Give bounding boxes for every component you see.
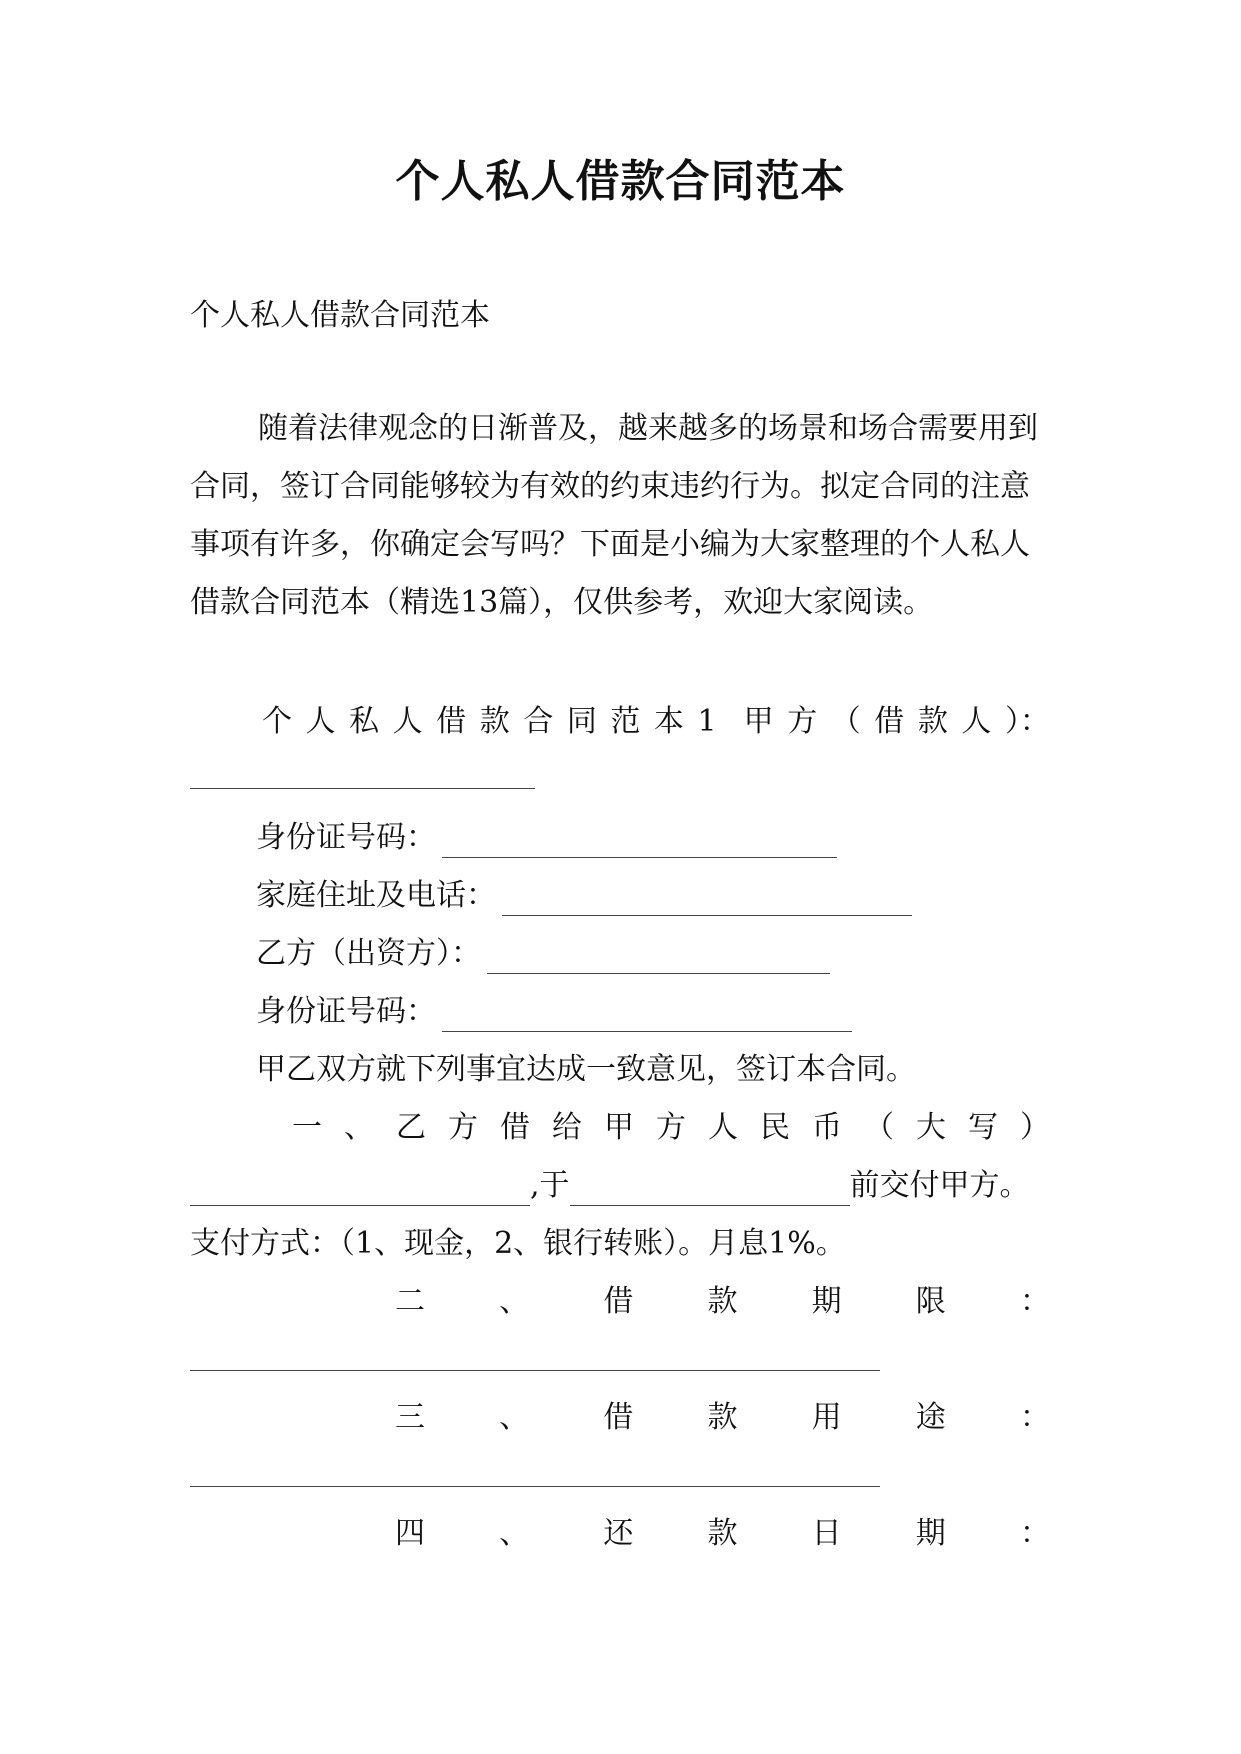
party-a-name-blank xyxy=(190,788,535,789)
spaced-char: 本 xyxy=(653,704,684,739)
spaced-char: ： xyxy=(1019,1284,1050,1319)
clause-1-payment: 支付方式：（1、现金，2、银行转账）。月息1%。 xyxy=(190,1226,846,1261)
spaced-char: 币 xyxy=(812,1110,842,1145)
intro-paragraph: 随着法律观念的日渐普及，越来越多的场景和场合需要用到合同，签订合同能够较为有效的约束违约行为。拟定合同的注意事项有许多，你确定会写吗？下面是小编为大家整理的个人私人借款合同范本（精选13篇），仅供参考，欢迎大家阅读。 xyxy=(190,411,1038,620)
spaced-char: 方 xyxy=(787,704,818,739)
party-b-blank xyxy=(487,943,830,974)
spaced-char: 用 xyxy=(811,1400,842,1435)
clause-1-mid: ,于 xyxy=(530,1168,570,1203)
spaced-char: 、 xyxy=(499,1400,530,1435)
loan-purpose-blank xyxy=(190,1486,880,1487)
spaced-char: 方 xyxy=(448,1110,478,1145)
field-row xyxy=(256,818,837,858)
spaced-char: 款 xyxy=(917,704,948,739)
spaced-char: 大 xyxy=(916,1110,946,1145)
amount-blank xyxy=(190,1175,530,1206)
spaced-char: ）： xyxy=(1004,704,1050,739)
spaced-char: 限 xyxy=(915,1284,946,1319)
field-row xyxy=(256,876,912,916)
spaced-char: 合 xyxy=(523,704,554,739)
spaced-char: ： xyxy=(1019,1516,1050,1551)
spaced-char: 借 xyxy=(874,704,905,739)
loan-term-blank xyxy=(190,1370,880,1371)
spaced-char: 人 xyxy=(961,704,992,739)
spaced-char: 私 xyxy=(349,704,380,739)
spaced-char: 人 xyxy=(305,704,336,739)
spaced-char: 借 xyxy=(500,1110,530,1145)
spaced-char: 款 xyxy=(707,1284,738,1319)
section-heading xyxy=(262,702,1050,742)
clause-1-heading xyxy=(292,1108,1050,1148)
spaced-char: 人 xyxy=(708,1110,738,1145)
spaced-char: 1 xyxy=(697,704,717,739)
spaced-char: （ xyxy=(864,1110,894,1145)
id-number-blank xyxy=(442,827,837,858)
clause-1-tail: 前交付甲方。 xyxy=(849,1168,1030,1203)
spaced-char: ） xyxy=(1020,1110,1050,1145)
date-blank xyxy=(570,1175,850,1206)
address-phone-blank xyxy=(502,885,912,916)
field-label: 乙方（出资方）： xyxy=(256,936,481,971)
clause-1-amount-row xyxy=(190,1166,1030,1206)
spaced-char: 乙 xyxy=(396,1110,426,1145)
spaced-char: 甲 xyxy=(604,1110,634,1145)
document-title: 个人私人借款合同范本 xyxy=(395,156,846,207)
spaced-char: 期 xyxy=(915,1516,946,1551)
spaced-char: 一 xyxy=(292,1110,322,1145)
spaced-char: 款 xyxy=(479,704,510,739)
spaced-char: 借 xyxy=(603,1400,634,1435)
spaced-char: 款 xyxy=(707,1400,738,1435)
spaced-char: 期 xyxy=(811,1284,842,1319)
field-row xyxy=(256,992,852,1032)
spaced-char: 范 xyxy=(610,704,641,739)
spaced-char: 二 xyxy=(395,1284,425,1319)
clause-3-heading xyxy=(395,1398,1050,1438)
spaced-char: 、 xyxy=(499,1284,530,1319)
spaced-char: 、 xyxy=(499,1516,530,1551)
field-label: 身份证号码： xyxy=(256,820,436,855)
field-label: 身份证号码： xyxy=(256,994,436,1029)
clause-4-heading xyxy=(395,1514,1050,1554)
spaced-char: 甲 xyxy=(743,704,774,739)
document-subtitle: 个人私人借款合同范本 xyxy=(190,298,490,333)
spaced-char: ： xyxy=(1019,1400,1050,1435)
spaced-char: 方 xyxy=(656,1110,686,1145)
spaced-char: 借 xyxy=(603,1284,634,1319)
spaced-char: 四 xyxy=(395,1516,425,1551)
spaced-char: 三 xyxy=(395,1400,425,1435)
clause-2-heading xyxy=(395,1282,1050,1322)
field-row xyxy=(256,934,830,974)
spaced-char: 个 xyxy=(262,704,292,739)
spaced-char: 给 xyxy=(552,1110,582,1145)
id-number-blank xyxy=(442,1001,852,1032)
spaced-char: 人 xyxy=(392,704,423,739)
field-label: 家庭住址及电话： xyxy=(256,878,496,913)
spaced-char: 民 xyxy=(760,1110,790,1145)
spaced-char: 途 xyxy=(915,1400,946,1435)
spaced-char: 日 xyxy=(811,1516,842,1551)
spaced-char: 、 xyxy=(344,1110,374,1145)
spaced-char: 同 xyxy=(566,704,597,739)
spaced-char: （ xyxy=(830,704,861,739)
spaced-char: 还 xyxy=(603,1516,634,1551)
spaced-char: 写 xyxy=(968,1110,998,1145)
spaced-char: 借 xyxy=(436,704,467,739)
agreement-line: 甲乙双方就下列事宜达成一致意见，签订本合同。 xyxy=(256,1052,916,1087)
spaced-char: 款 xyxy=(707,1516,738,1551)
